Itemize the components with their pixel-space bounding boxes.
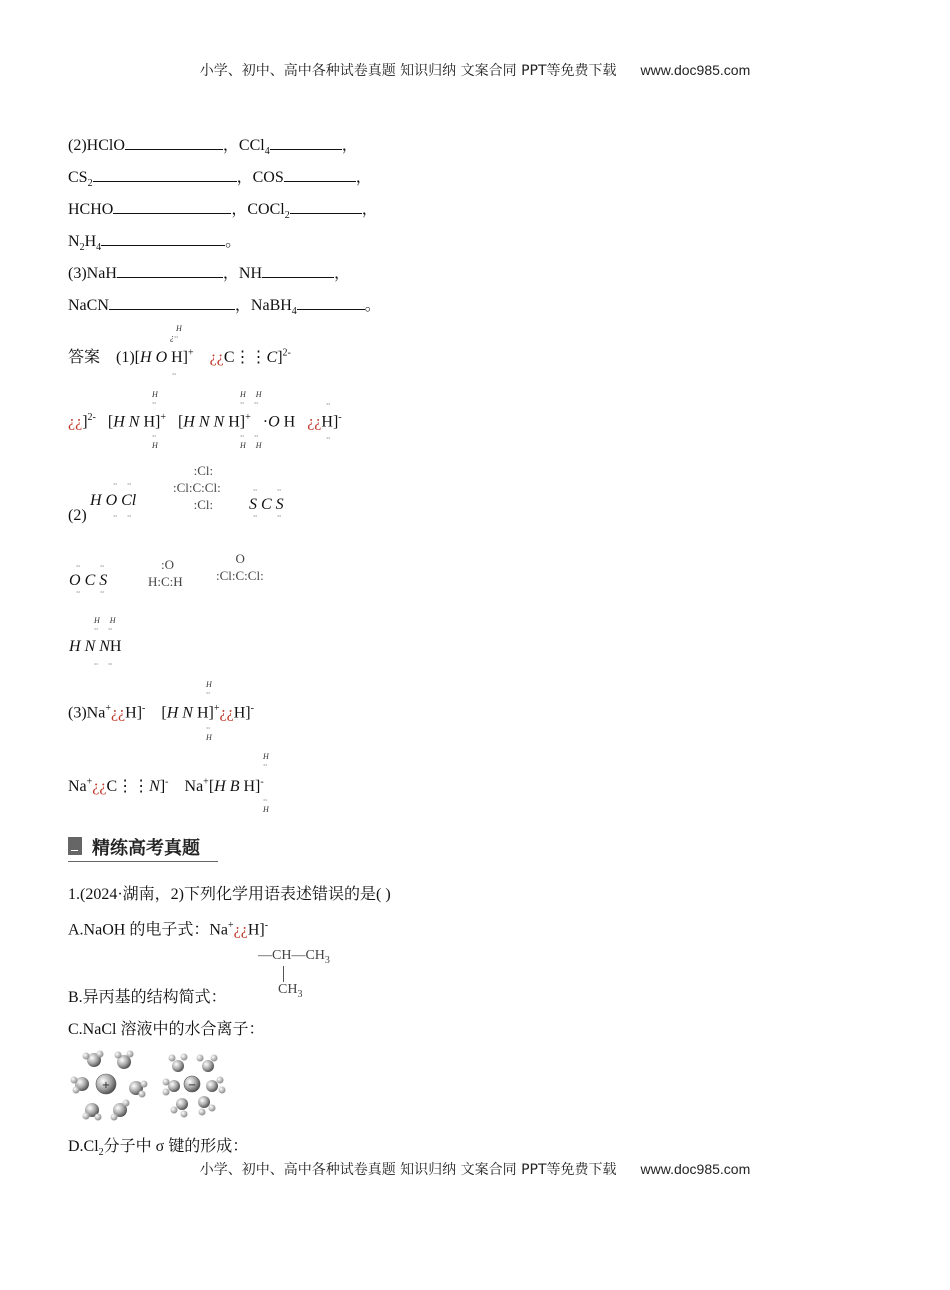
- q1-option-b: B.异丙基的结构简式：: [68, 989, 227, 1006]
- cocl2-structure: O :Cl:C:Cl:: [216, 551, 264, 583]
- q2-line4: $N_2H_4$ 。: [68, 233, 242, 254]
- q1-option-d: $D.Cl_2$分子中 σ 键的形成：: [68, 1138, 249, 1159]
- answer-line1: 答案 (1)[H O H]+ ¿¿C⋮⋮C]$^{2-}$: [68, 347, 291, 366]
- answer-label: 答案: [68, 349, 101, 366]
- answer-line3: (3)Na+¿¿H]- [H N H]+¿¿H]-: [68, 703, 254, 722]
- footer-text: 小学、初中、高中各种试卷真题 知识归纳 文案合同 PPT等免费下载: [199, 1162, 617, 1178]
- ccl4-structure: :Cl: :Cl:C:Cl: :Cl:: [173, 463, 221, 512]
- answer-line4: Na+¿¿C⋮⋮N]- Na+[H B H]-: [68, 776, 264, 795]
- q3-line1: (3)NaH ，NH ，: [68, 265, 351, 282]
- svg-text:+: +: [101, 1080, 111, 1091]
- q2-line3: HCHO ，COCl$_2$ ，: [68, 201, 378, 222]
- isopropyl-top: $—CH—CH_3$: [258, 948, 330, 966]
- hydrated-ions-figure: [66, 1048, 232, 1124]
- q1-stem: 1.(2024·湖南，2)下列化学用语表述错误的是( ): [68, 886, 391, 903]
- isopropyl-bottom: $CH_3$: [278, 982, 303, 1000]
- hclo-structure: H O Cl: [90, 492, 137, 509]
- isopropyl-bond: [283, 966, 284, 982]
- footer-url[interactable]: www.doc985.com: [640, 1161, 751, 1177]
- page-header: [0, 60, 950, 80]
- svg-text:−: −: [187, 1080, 197, 1091]
- page-footer: [0, 1159, 950, 1179]
- document-icon: [68, 837, 82, 855]
- anion-cluster: [163, 1054, 226, 1118]
- q2-line2: $CS_2$ ，COS ，: [68, 169, 372, 190]
- header-url[interactable]: www.doc985.com: [640, 62, 751, 78]
- cation-cluster: [71, 1051, 148, 1121]
- q3-line2: NaCN ，NaBH$_4$ 。: [68, 297, 381, 318]
- q2-line1: (2)HClO ，CCl$_4$ ，: [68, 137, 358, 158]
- section-header: [68, 833, 218, 862]
- q1-option-c: C.NaCl 溶液中的水合离子：: [68, 1021, 265, 1038]
- answer-line2: ¿¿]$^{2-}$ [H N H]+ [H N N H]+ ·O H ¿¿H]-: [68, 412, 342, 431]
- answer-p2-label: (2): [68, 507, 87, 524]
- q1-option-a: A.NaOH 的电子式：Na+¿¿H]-: [68, 920, 269, 939]
- header-text: 小学、初中、高中各种试卷真题 知识归纳 文案合同 PPT等免费下载: [199, 63, 617, 79]
- section-title: 精练高考真题: [92, 838, 200, 859]
- cs2-structure: S C S: [249, 496, 284, 513]
- n2h4-structure: H N NH: [69, 638, 122, 655]
- cos-structure: O C S: [69, 572, 108, 589]
- hcho-structure: :O H:C:H: [148, 557, 183, 589]
